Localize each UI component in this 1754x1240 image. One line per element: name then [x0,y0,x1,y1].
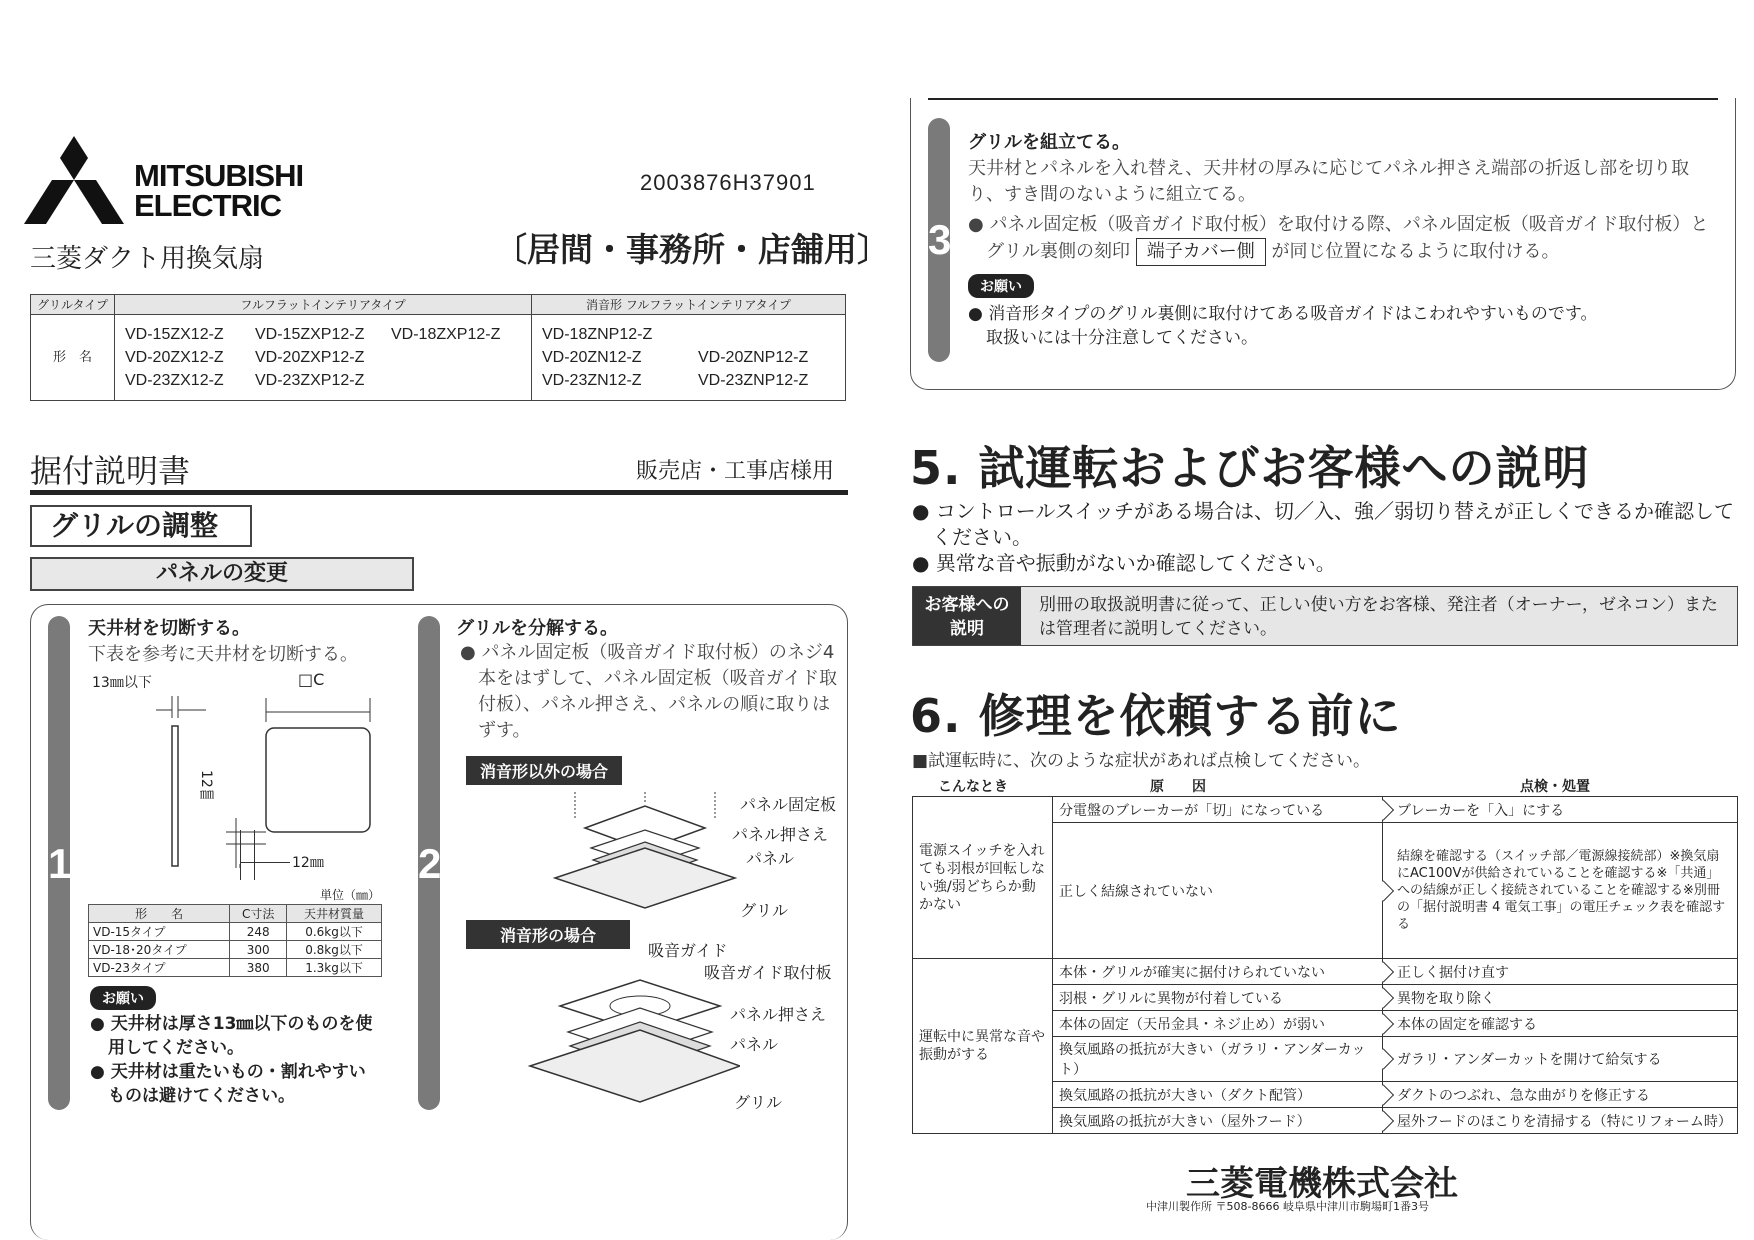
brand-name-line2: ELECTRIC [134,188,281,223]
dim-c-label: □C [298,670,325,689]
ceiling-cut-diagram [86,668,386,868]
troubleshoot-table [912,796,1738,1134]
dim-thickness-label: 13㎜以下 [92,675,152,691]
table-row: VD-18･20タイプ 300 0.8kg以下 [89,941,382,959]
step3-number: 3 [928,216,952,263]
table-row [913,959,1738,985]
spec-unit: 単位（㎜） [320,888,381,902]
section-grill-box [30,505,252,547]
doc-number: 2003876H37901 [640,170,816,195]
model-cell: VD-18ZXP12-Z [391,326,501,343]
model-cell: VD-18ZNP12-Z [542,326,653,343]
symptom-cell: 運転中に異常な音や振動がする [913,959,1053,1134]
part-label: グリル [734,1093,783,1112]
action-cell: ガラリ・アンダーカットを開けて給気する [1383,1037,1738,1082]
part-label: パネル押さえ [730,1005,827,1024]
dim-12-tick-b [254,830,255,880]
customer-explain-label: お客様への説明 [913,587,1021,645]
model-cell: VD-23ZNP12-Z [698,372,809,389]
cause-cell: 換気風路の抵抗が大きい（屋外フード） [1053,1108,1383,1134]
table-row [913,797,1738,823]
audience-label: 販売店・工事店様用 [636,459,835,484]
symptom-cell: 電源スイッチを入れても羽根が回転しない強/弱どちらか動かない [913,797,1053,959]
step1-notes [90,1012,380,1108]
step3-title: グリルを組立てる。 [968,132,1130,153]
step1-notice-badge: お願い [90,986,156,1010]
model-cell [391,369,521,392]
spec-header: C寸法 [230,905,287,923]
section6-title: 6. 修理を依頼する前に [910,689,1402,743]
title-rule [30,490,848,495]
cause-cell: 羽根・グリルに異物が付着している [1053,985,1383,1011]
subsection-panel-title: パネルの変更 [155,561,288,586]
step2-desc: ● パネル固定板（吸音ガイド取付板）のネジ4本をはずして、パネル固定板（吸音ガイド取付板）、パネル押さえ、パネルの順に取りはずす。 [460,642,838,741]
step2-title: グリルを分解する。 [456,618,618,639]
table-row: VD-15タイプ 248 0.6kg以下 [89,923,382,941]
action-cell: 屋外フードのほこりを清掃する（特にリフォーム時） [1383,1108,1738,1134]
section-grill-title: グリルの調整 [50,509,219,542]
table-row: VD-23タイプ 380 1.3kg以下 [89,959,382,977]
grill-exploded-diagram [545,790,745,920]
model-cell: VD-23ZXP12-Z [255,372,365,389]
model-cell: VD-15ZX12-Z [125,326,224,343]
part-label: 吸音ガイド取付板 [704,963,832,982]
manual-title: 据付説明書 [30,452,191,490]
dim-12-tick-a [240,830,241,880]
company-address: 中津川製作所 〒508-8666 岐阜県中津川市駒場町1番3号 [1146,1200,1429,1213]
silencer-grill-diagram [520,966,740,1106]
step3-notice-text: ● 消音形タイプのグリル裏側に取付けてある吸音ガイドはこわれやすいものです。取扱いには十分注意してください。 [968,304,1598,348]
step1-title: 天井材を切断する。 [88,618,250,639]
part-label: グリル [740,901,789,920]
model-cell: VD-20ZN12-Z [542,349,642,366]
step1-number: 1 [48,840,72,887]
cause-cell: 分電盤のブレーカーが「切」になっている [1053,797,1383,823]
dim-12-line [240,862,290,863]
dim-12-vertical-label: 12㎜ [198,770,214,802]
customer-explain-box [912,586,1738,646]
dim-12-horizontal-label: 12㎜ [292,855,324,871]
part-label: パネル押さえ [732,825,829,844]
case1-label: 消音形以外の場合 [466,756,622,785]
cause-cell: 本体・グリルが確実に据付けられていない [1053,959,1383,985]
part-label: パネル [730,1035,779,1054]
model-table [30,294,846,401]
model-cell: VD-20ZXP12-Z [255,349,365,366]
brand-logo [24,136,324,226]
spec-header: 天井材質量 [287,905,382,923]
brand-name-line1: MITSUBISHI [134,158,304,193]
model-table-header-type1: フルフラットインテリアタイプ [115,295,532,315]
col-header-symptom: こんなとき [938,779,1008,795]
model-cell: VD-15ZXP12-Z [255,326,365,343]
product-title: 三菱ダクト用換気扇 [30,244,265,274]
cause-cell: 換気風路の抵抗が大きい（ダクト配管） [1053,1082,1383,1108]
case2-label: 消音形の場合 [466,920,630,949]
terminal-cover-stamp: 端子カバー側 [1136,238,1266,266]
cause-cell: 換気風路の抵抗が大きい（ガラリ・アンダーカット） [1053,1037,1383,1082]
model-table-row-label: 形 名 [31,315,115,401]
action-cell: ダクトのつぶれ、急な曲がりを修正する [1383,1082,1738,1108]
action-cell: 正しく据付け直す [1383,959,1738,985]
step2-number: 2 [418,840,442,887]
spec-header: 形 名 [89,905,230,923]
model-cell: VD-20ZNP12-Z [698,349,809,366]
action-cell: 結線を確認する（スイッチ部／電源線接続部）※換気扇にAC100Vが供給されていることを確認する※「共通」への結線が正しく接続されていることを確認する※別冊の「据付説明書 4 電気工事」の電圧チェック表を確認する [1383,823,1738,959]
col-header-cause: 原 因 [1150,779,1206,795]
customer-explain-text: 別冊の取扱説明書に従って、正しい使い方をお客様、発注者（オーナー，ゼネコン）または管理者に説明してください。 [1039,595,1718,639]
model-cell [698,323,828,346]
three-diamonds-icon [24,136,124,226]
model-table-header-grill: グリルタイプ [31,295,115,315]
list-item: ● 天井材は厚さ13㎜以下のものを使用してください。 [90,1014,373,1058]
cut-spec-table [88,904,382,977]
company-name: 三菱電機株式会社 [1186,1164,1458,1204]
cause-cell: 本体の固定（天吊金具・ネジ止め）が弱い [1053,1011,1383,1037]
action-cell: ブレーカーを「入」にする [1383,797,1738,823]
section6-intro: ■試運転時に、次のような症状があれば点検してください。 [912,751,1371,771]
part-label: パネル [746,849,795,868]
col-header-action: 点検・処置 [1520,779,1590,795]
list-item: ● コントロールスイッチがある場合は、切／入、強／弱切り替えが正しくできるか確認してください。 [912,499,1735,549]
step1-desc: 下表を参考に天井材を切断する。 [88,644,358,665]
model-cell: VD-23ZN12-Z [542,372,642,389]
model-cell: VD-20ZX12-Z [125,349,224,366]
model-cell [391,346,521,369]
step3-bullet: ● パネル固定板（吸音ガイド取付板）を取付ける際、パネル固定板（吸音ガイド取付板）とグリル裏側の刻印 端子カバー側 が同じ位置になるように取付ける。 [968,212,1718,266]
section5-title: 5. 試運転およびお客様への説明 [910,441,1590,495]
cause-cell: 正しく結線されていない [1053,823,1383,959]
list-item: ● 異常な音や振動がないか確認してください。 [912,551,1336,575]
step3-desc: 天井材とパネルを入れ替え、天井材の厚みに応じてパネル押さえ端部の折返し部を切り取り、すき間のないように組立てる。 [968,158,1690,205]
list-item: ● 天井材は重たいもの・割れやすいものは避けてください。 [90,1062,366,1106]
part-label: パネル固定板 [740,795,837,814]
action-cell: 本体の固定を確認する [1383,1011,1738,1037]
section5-bullets [912,498,1738,576]
usage-label: 〔居間・事務所・店舗用〕 [494,230,890,269]
model-cell: VD-23ZX12-Z [125,372,224,389]
action-cell: 異物を取り除く [1383,985,1738,1011]
part-label: 吸音ガイド [648,941,728,960]
subsection-panel-box [30,557,414,591]
step3-notice-badge: お願い [968,274,1034,298]
model-table-header-type2: 消音形 フルフラットインテリアタイプ [532,295,846,315]
